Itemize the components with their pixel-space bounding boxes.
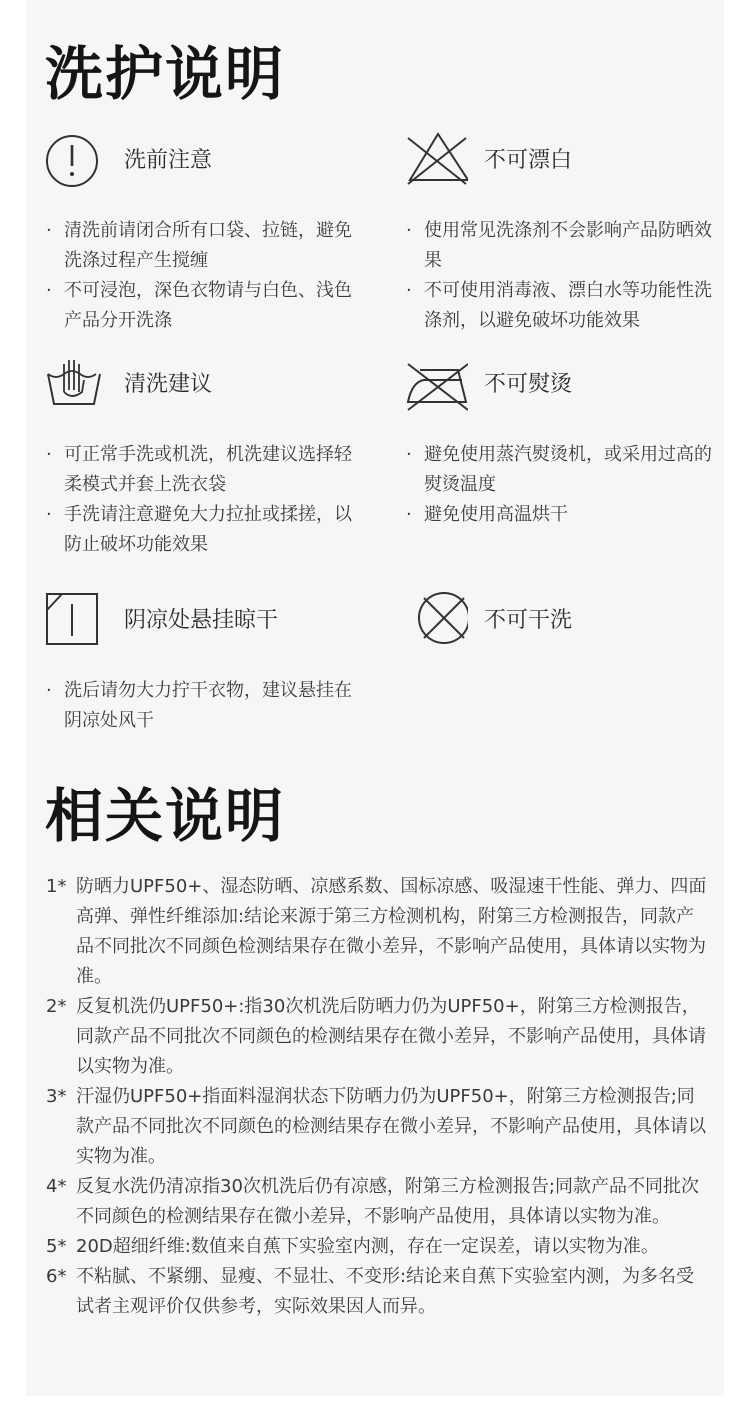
care-item-pre-wash [44,128,364,336]
care-bullet: · 不可浸泡，深色衣物请与白色、浅色产品分开洗涤 [46,280,352,331]
notes-list [46,872,712,1322]
care-bullet: · 手洗请注意避免大力拉扯或揉搓，以防止破坏功能效果 [46,504,352,555]
note-item: 1* 防晒力UPF50+、湿态防晒、凉感系数、国标凉感、吸湿速干性能、弹力、四面高弹、弹性纤维添加:结论来源于第三方检测机构，附第三方检测报告，同款产品不同批次不同颜色检测结果存在微小差异，不影响产品使用，具体请以实物为准。 [46,876,707,987]
note-item: 4* 反复水洗仍清凉指30次机洗后仍有凉感，附第三方检测报告;同款产品不同批次不同颜色的检测结果存在微小差异，不影响产品使用，具体请以实物为准。 [46,1176,699,1227]
care-item-line-dry [44,588,364,736]
care-bullet-list [44,676,364,736]
care-item-no-dry-clean [404,588,724,654]
care-title: 阴凉处悬挂晾干 [124,608,279,633]
care-title: 不可漂白 [484,148,573,173]
care-item-no-bleach [404,128,724,336]
care-bullet-list [44,216,364,336]
care-title: 不可熨烫 [484,372,573,397]
care-heading: 洗护说明 [45,40,286,108]
no-iron-icon [404,352,468,418]
no-dry-clean-icon [404,588,468,654]
care-bullet: · 不可使用消毒液、漂白水等功能性洗涤剂，以避免破坏功能效果 [406,280,712,331]
care-title: 洗前注意 [124,148,213,173]
care-bullet: · 避免使用高温烘干 [406,504,568,525]
care-title: 清洗建议 [124,372,213,397]
note-item: 2* 反复机洗仍UPF50+:指30次机洗后防晒力仍为UPF50+，附第三方检测报告，同款产品不同批次不同颜色的检测结果存在微小差异，不影响产品使用，具体请以实物为准。 [46,996,706,1077]
line-dry-shade-icon [44,588,108,654]
no-bleach-icon [404,128,468,194]
care-bullet: · 使用常见洗涤剂不会影响产品防晒效果 [406,220,712,271]
care-item-wash-advice [44,352,364,560]
note-item: 5* 20D超细纤维:数值来自蕉下实验室内测，存在一定误差，请以实物为准。 [46,1236,659,1257]
care-bullet-list [404,440,724,530]
care-bullet: · 清洗前请闭合所有口袋、拉链，避免洗涤过程产生搅缠 [46,220,352,271]
care-bullet-list [404,216,724,336]
care-bullet-list [44,440,364,560]
care-item-no-iron [404,352,724,530]
care-bullet: · 避免使用蒸汽熨烫机，或采用过高的熨烫温度 [406,444,712,495]
note-item: 6* 不粘腻、不紧绷、显瘦、不显壮、不变形:结论来自蕉下实验室内测，为多名受试者主观评价仅供参考，实际效果因人而异。 [46,1266,695,1317]
notes-heading: 相关说明 [45,782,286,850]
exclamation-circle-icon [44,128,108,194]
care-bullet: · 洗后请勿大力拧干衣物，建议悬挂在阴凉处风干 [46,680,352,731]
care-title: 不可干洗 [484,608,573,633]
care-bullet: · 可正常手洗或机洗，机洗建议选择轻柔模式并套上洗衣袋 [46,444,352,495]
note-item: 3* 汗湿仍UPF50+指面料湿润状态下防晒力仍为UPF50+，附第三方检测报告;同款产品不同批次不同颜色的检测结果存在微小差异，不影响产品使用，具体请以实物为准。 [46,1086,706,1167]
hand-wash-icon [44,352,108,418]
